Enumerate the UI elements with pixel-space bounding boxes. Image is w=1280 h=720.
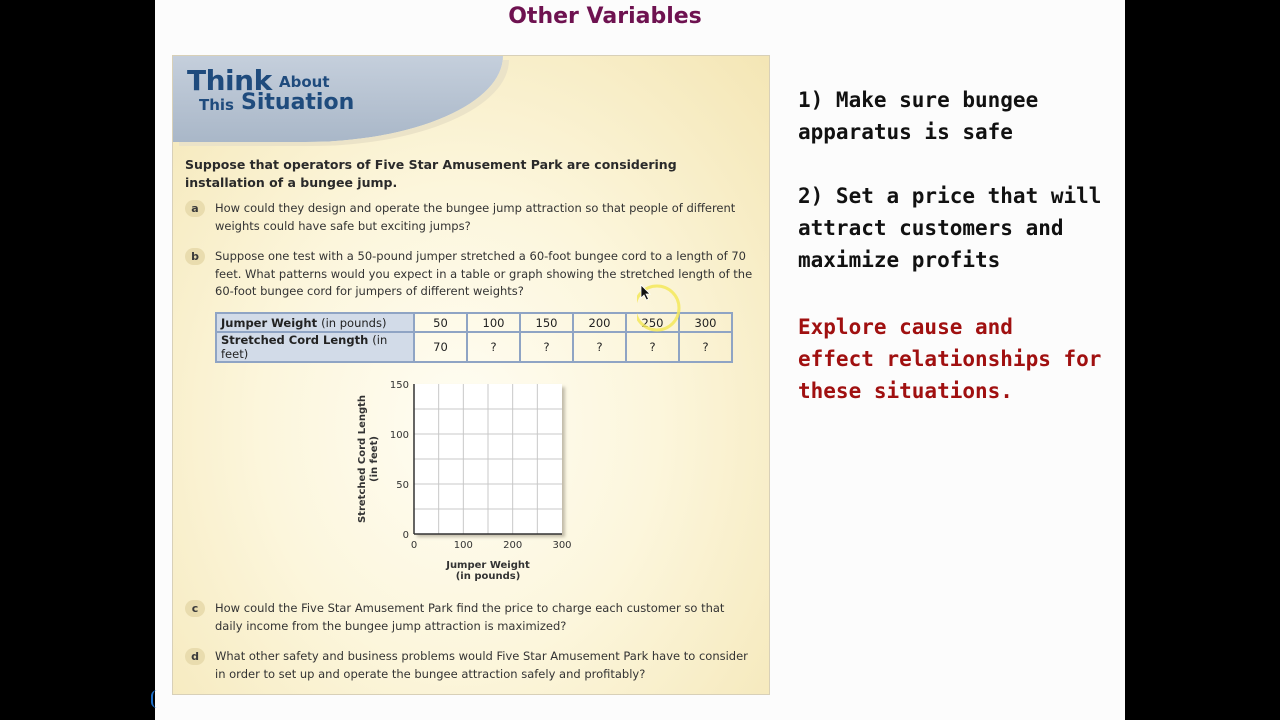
x-tick-label: 100 [453, 540, 473, 551]
table-cell: ? [467, 332, 520, 362]
textbook-excerpt [172, 55, 770, 695]
note-line: 1) Make sure bungee [798, 88, 1039, 112]
banner-about: About [279, 73, 330, 91]
note-line: Explore cause and [798, 315, 1013, 339]
table-cell: 250 [626, 313, 679, 332]
x-axis-label: Jumper Weight [446, 560, 530, 571]
y-tick-label: 50 [396, 480, 409, 491]
edge-marker [151, 690, 163, 708]
table-cell: ? [573, 332, 626, 362]
banner-this: This [199, 96, 234, 114]
cursor-highlight [637, 281, 693, 341]
note-line: attract customers and [798, 216, 1064, 240]
row-header-label: Jumper Weight [221, 315, 318, 330]
question-text: How could they design and operate the bungee jump attraction so that people of different weights could have safe but exciting jumps? [215, 201, 736, 233]
question-text: How could the Five Star Amusement Park find the price to charge each customer so that daily income from the bungee jump attraction is maximized? [215, 601, 725, 633]
y-tick-label: 0 [402, 530, 409, 541]
empty-graph [343, 371, 583, 581]
table-cell: 150 [520, 313, 573, 332]
row-header [216, 332, 414, 362]
y-tick-labels [390, 380, 409, 541]
x-axis-unit: (in pounds) [455, 571, 521, 581]
y-axis-unit: (in feet) [369, 436, 380, 482]
table-cell: 70 [414, 332, 467, 362]
question-letter: c [185, 600, 205, 617]
note-2 [798, 180, 1118, 276]
y-tick-label: 150 [389, 380, 409, 391]
table-cell: 200 [573, 313, 626, 332]
note-line: apparatus is safe [798, 120, 1013, 144]
x-tick-labels [411, 540, 572, 551]
x-tick-label: 0 [410, 540, 418, 551]
question-a [185, 200, 755, 235]
banner-situation: Situation [241, 90, 355, 115]
table-cell: 300 [679, 313, 732, 332]
banner-think: Think [187, 64, 272, 97]
slide-title: Other Variables [508, 4, 702, 29]
table-cell: ? [520, 332, 573, 362]
row-header [216, 313, 414, 332]
table-cell: 50 [414, 313, 467, 332]
row-header-unit: (in feet) [221, 333, 388, 361]
note-line: maximize profits [798, 248, 1001, 272]
y-axis-label: Stretched Cord Length [357, 394, 368, 524]
question-text: Suppose one test with a 50-pound jumper stretched a 60-foot bungee cord to a length of 70 feet. What patterns would you expect in a table or graph showing the stretched length of the 60-foot bungee cord for jumpers of different weights? [215, 249, 753, 298]
question-letter: b [185, 248, 205, 265]
question-letter: d [185, 648, 205, 665]
question-c [185, 600, 755, 635]
table-cell: ? [679, 332, 732, 362]
slide [155, 0, 1125, 720]
note-line: these situations. [798, 379, 1013, 403]
table-cell: ? [626, 332, 679, 362]
question-text: What other safety and business problems would Five Star Amusement Park have to consider in order to set up and operate the bungee attraction safely and profitably? [215, 649, 748, 681]
x-tick-label: 300 [552, 540, 572, 551]
table-cell: 100 [467, 313, 520, 332]
x-tick-label: 200 [503, 540, 523, 551]
y-tick-label: 100 [389, 430, 409, 441]
note-line: effect relationships for [798, 347, 1102, 371]
row-header-unit: (in pounds) [321, 315, 387, 330]
question-d [185, 648, 755, 683]
intro-text: Suppose that operators of Five Star Amusement Park are considering installation of a bungee jump. [185, 157, 677, 190]
note-line: 2) Set a price that will [798, 184, 1102, 208]
row-header-label: Stretched Cord Length [221, 333, 369, 347]
note-emphasis [798, 311, 1118, 407]
note-1 [798, 84, 1098, 148]
question-letter: a [185, 200, 205, 217]
